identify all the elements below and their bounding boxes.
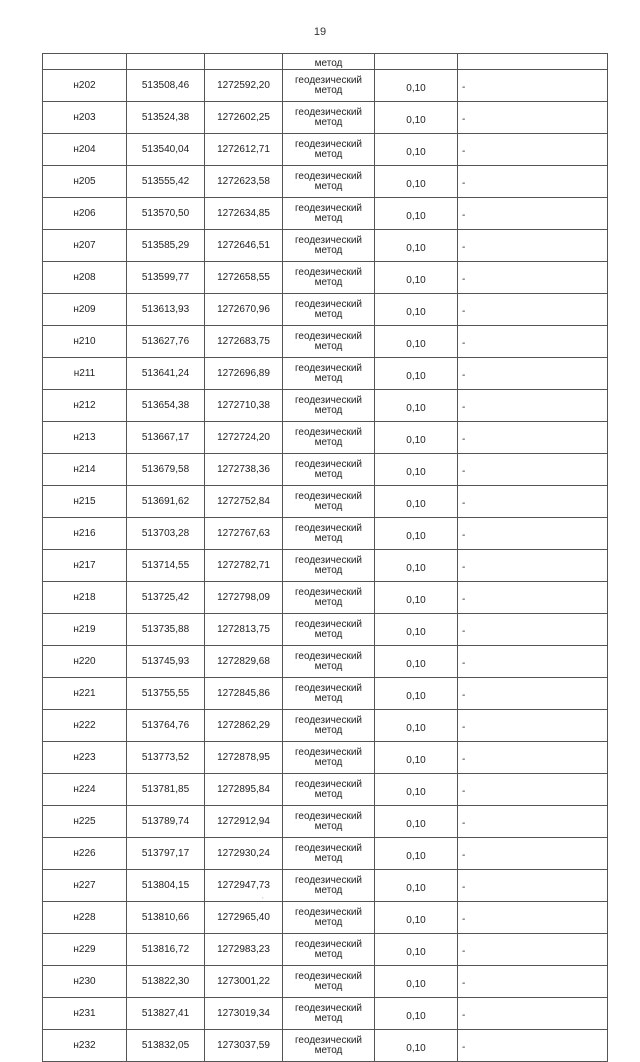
precision-cell: 0,10 xyxy=(375,134,458,166)
note-cell: - xyxy=(458,70,608,102)
note-cell: - xyxy=(458,198,608,230)
point-id-cell: н214 xyxy=(43,454,127,486)
note-cell: - xyxy=(458,518,608,550)
note-cell: - xyxy=(458,582,608,614)
table-row xyxy=(43,550,608,582)
point-id-cell: н208 xyxy=(43,262,127,294)
point-id-cell: н213 xyxy=(43,422,127,454)
y-coordinate-cell: 1272602,25 xyxy=(205,102,283,134)
method-line-2: метод xyxy=(314,628,343,640)
method-line-2: метод xyxy=(314,916,343,928)
note-cell: - xyxy=(458,998,608,1030)
table-row xyxy=(43,838,608,870)
point-id-cell: н217 xyxy=(43,550,127,582)
method-cell xyxy=(283,742,375,774)
table-row xyxy=(43,198,608,230)
method-line-1: геодезический xyxy=(295,458,362,470)
page-number: 19 xyxy=(313,26,327,38)
y-coordinate-cell: 1272845,86 xyxy=(205,678,283,710)
method-cell xyxy=(283,678,375,710)
precision-cell: 0,10 xyxy=(375,742,458,774)
continuation-precision-cell xyxy=(375,54,458,70)
y-coordinate-cell: 1272983,23 xyxy=(205,934,283,966)
method-line-2: метод xyxy=(314,468,343,480)
method-line-2: метод xyxy=(314,852,343,864)
method-cell xyxy=(283,806,375,838)
method-cell xyxy=(283,774,375,806)
method-line-1: геодезический xyxy=(295,970,362,982)
note-cell: - xyxy=(458,230,608,262)
note-cell: - xyxy=(458,870,608,902)
x-coordinate-cell: 513627,76 xyxy=(127,326,205,358)
point-id-cell: н202 xyxy=(43,70,127,102)
precision-cell: 0,10 xyxy=(375,710,458,742)
note-cell: - xyxy=(458,838,608,870)
table-row xyxy=(43,646,608,678)
precision-cell: 0,10 xyxy=(375,166,458,198)
note-cell: - xyxy=(458,710,608,742)
method-line-2: метод xyxy=(314,596,343,608)
x-coordinate-cell: 513585,29 xyxy=(127,230,205,262)
method-line-1: геодезический xyxy=(295,650,362,662)
point-id-cell: н228 xyxy=(43,902,127,934)
x-coordinate-cell: 513773,52 xyxy=(127,742,205,774)
point-id-cell: н219 xyxy=(43,614,127,646)
x-coordinate-cell: 513810,66 xyxy=(127,902,205,934)
method-line-2: метод xyxy=(314,372,343,384)
table-row xyxy=(43,102,608,134)
point-id-cell: н211 xyxy=(43,358,127,390)
method-line-2: метод xyxy=(314,756,343,768)
point-id-cell: н207 xyxy=(43,230,127,262)
x-coordinate-cell: 513667,17 xyxy=(127,422,205,454)
coordinates-table xyxy=(42,53,608,1062)
note-cell: - xyxy=(458,454,608,486)
method-line-1: геодезический xyxy=(295,266,362,278)
note-cell: - xyxy=(458,422,608,454)
table-row xyxy=(43,454,608,486)
y-coordinate-cell: 1272878,95 xyxy=(205,742,283,774)
method-line-1: геодезический xyxy=(295,330,362,342)
method-line-1: геодезический xyxy=(295,778,362,790)
method-cell xyxy=(283,198,375,230)
note-cell: - xyxy=(458,358,608,390)
method-line-2: метод xyxy=(314,1012,343,1024)
precision-cell: 0,10 xyxy=(375,998,458,1030)
y-coordinate-cell: 1272752,84 xyxy=(205,486,283,518)
method-line-1: геодезический xyxy=(295,138,362,150)
x-coordinate-cell: 513745,93 xyxy=(127,646,205,678)
method-line-1: геодезический xyxy=(295,874,362,886)
point-id-cell: н220 xyxy=(43,646,127,678)
x-coordinate-cell: 513555,42 xyxy=(127,166,205,198)
method-line-2: метод xyxy=(314,84,343,96)
precision-cell: 0,10 xyxy=(375,230,458,262)
method-cell xyxy=(283,902,375,934)
x-coordinate-cell: 513703,28 xyxy=(127,518,205,550)
method-cell xyxy=(283,582,375,614)
y-coordinate-cell: 1272930,24 xyxy=(205,838,283,870)
method-line-1: геодезический xyxy=(295,362,362,374)
method-line-1: геодезический xyxy=(295,618,362,630)
precision-cell: 0,10 xyxy=(375,550,458,582)
x-coordinate-cell: 513691,62 xyxy=(127,486,205,518)
method-cell xyxy=(283,326,375,358)
method-cell xyxy=(283,102,375,134)
method-cell xyxy=(283,358,375,390)
x-coordinate-cell: 513725,42 xyxy=(127,582,205,614)
x-coordinate-cell: 513804,15 xyxy=(127,870,205,902)
note-cell: - xyxy=(458,262,608,294)
point-id-cell: н226 xyxy=(43,838,127,870)
method-line-2: метод xyxy=(314,820,343,832)
point-id-cell: н230 xyxy=(43,966,127,998)
note-cell: - xyxy=(458,1030,608,1062)
continuation-x-cell xyxy=(127,54,205,70)
x-coordinate-cell: 513797,17 xyxy=(127,838,205,870)
method-line-1: геодезический xyxy=(295,682,362,694)
y-coordinate-cell: 1272612,71 xyxy=(205,134,283,166)
note-cell: - xyxy=(458,390,608,422)
x-coordinate-cell: 513781,85 xyxy=(127,774,205,806)
continuation-point-cell xyxy=(43,54,127,70)
method-line-1: геодезический xyxy=(295,842,362,854)
x-coordinate-cell: 513508,46 xyxy=(127,70,205,102)
precision-cell: 0,10 xyxy=(375,582,458,614)
precision-cell: 0,10 xyxy=(375,806,458,838)
precision-cell: 0,10 xyxy=(375,486,458,518)
y-coordinate-cell: 1272965,40 xyxy=(205,902,283,934)
method-line-1: геодезический xyxy=(295,170,362,182)
precision-cell: 0,10 xyxy=(375,934,458,966)
table-row xyxy=(43,774,608,806)
y-coordinate-cell: 1272862,29 xyxy=(205,710,283,742)
point-id-cell: н231 xyxy=(43,998,127,1030)
precision-cell: 0,10 xyxy=(375,774,458,806)
point-id-cell: н221 xyxy=(43,678,127,710)
method-line-2: метод xyxy=(314,180,343,192)
y-coordinate-cell: 1272646,51 xyxy=(205,230,283,262)
method-line-2: метод xyxy=(314,532,343,544)
method-line-2: метод xyxy=(314,884,343,896)
point-id-cell: н218 xyxy=(43,582,127,614)
precision-cell: 0,10 xyxy=(375,294,458,326)
table-row xyxy=(43,390,608,422)
table-row xyxy=(43,614,608,646)
x-coordinate-cell: 513764,76 xyxy=(127,710,205,742)
note-cell: - xyxy=(458,550,608,582)
table-row xyxy=(43,422,608,454)
continuation-note-cell xyxy=(458,54,608,70)
method-line-2: метод xyxy=(314,308,343,320)
method-cell xyxy=(283,390,375,422)
method-line-1: геодезический xyxy=(295,1002,362,1014)
point-id-cell: н203 xyxy=(43,102,127,134)
point-id-cell: н223 xyxy=(43,742,127,774)
method-line-1: геодезический xyxy=(295,810,362,822)
point-id-cell: н229 xyxy=(43,934,127,966)
note-cell: - xyxy=(458,326,608,358)
table-row xyxy=(43,518,608,550)
precision-cell: 0,10 xyxy=(375,838,458,870)
precision-cell: 0,10 xyxy=(375,614,458,646)
point-id-cell: н210 xyxy=(43,326,127,358)
point-id-cell: н215 xyxy=(43,486,127,518)
method-line-1: геодезический xyxy=(295,106,362,118)
method-line-1: геодезический xyxy=(295,522,362,534)
precision-cell: 0,10 xyxy=(375,518,458,550)
note-cell: - xyxy=(458,678,608,710)
x-coordinate-cell: 513827,41 xyxy=(127,998,205,1030)
method-line-1: геодезический xyxy=(295,586,362,598)
method-cell xyxy=(283,998,375,1030)
y-coordinate-cell: 1272798,09 xyxy=(205,582,283,614)
method-cell xyxy=(283,486,375,518)
method-line-2: метод xyxy=(314,980,343,992)
y-coordinate-cell: 1272658,55 xyxy=(205,262,283,294)
note-cell: - xyxy=(458,102,608,134)
method-line-2: метод xyxy=(314,660,343,672)
method-line-1: геодезический xyxy=(295,714,362,726)
method-cell xyxy=(283,614,375,646)
x-coordinate-cell: 513613,93 xyxy=(127,294,205,326)
x-coordinate-cell: 513735,88 xyxy=(127,614,205,646)
method-cell xyxy=(283,166,375,198)
x-coordinate-cell: 513755,55 xyxy=(127,678,205,710)
point-id-cell: н209 xyxy=(43,294,127,326)
table-row xyxy=(43,934,608,966)
point-id-cell: н222 xyxy=(43,710,127,742)
method-line-2: метод xyxy=(314,564,343,576)
method-line-2: метод xyxy=(314,436,343,448)
y-coordinate-cell: 1272895,84 xyxy=(205,774,283,806)
point-id-cell: н232 xyxy=(43,1030,127,1062)
x-coordinate-cell: 513789,74 xyxy=(127,806,205,838)
y-coordinate-cell: 1272634,85 xyxy=(205,198,283,230)
method-cell xyxy=(283,518,375,550)
method-cell xyxy=(283,262,375,294)
y-coordinate-cell: 1272738,36 xyxy=(205,454,283,486)
point-id-cell: н204 xyxy=(43,134,127,166)
y-coordinate-cell: 1272710,38 xyxy=(205,390,283,422)
y-coordinate-cell: 1272623,58 xyxy=(205,166,283,198)
method-line-2: метод xyxy=(314,276,343,288)
method-line-2: метод xyxy=(314,724,343,736)
continuation-method-cell: метод xyxy=(283,54,375,70)
table-row xyxy=(43,262,608,294)
table-row xyxy=(43,358,608,390)
method-line-2: метод xyxy=(314,340,343,352)
x-coordinate-cell: 513599,77 xyxy=(127,262,205,294)
method-cell xyxy=(283,294,375,326)
precision-cell: 0,10 xyxy=(375,390,458,422)
table-row xyxy=(43,582,608,614)
table-row xyxy=(43,966,608,998)
table-row xyxy=(43,902,608,934)
precision-cell: 0,10 xyxy=(375,198,458,230)
method-line-1: геодезический xyxy=(295,746,362,758)
point-id-cell: н212 xyxy=(43,390,127,422)
method-cell xyxy=(283,838,375,870)
method-line-2: метод xyxy=(314,244,343,256)
x-coordinate-cell: 513540,04 xyxy=(127,134,205,166)
table-row xyxy=(43,742,608,774)
table-row xyxy=(43,70,608,102)
method-line-1: геодезический xyxy=(295,906,362,918)
method-line-1: геодезический xyxy=(295,1034,362,1046)
y-coordinate-cell: 1272767,63 xyxy=(205,518,283,550)
note-cell: - xyxy=(458,742,608,774)
method-line-1: геодезический xyxy=(295,234,362,246)
x-coordinate-cell: 513832,05 xyxy=(127,1030,205,1062)
x-coordinate-cell: 513641,24 xyxy=(127,358,205,390)
precision-cell: 0,10 xyxy=(375,358,458,390)
table-row xyxy=(43,134,608,166)
precision-cell: 0,10 xyxy=(375,646,458,678)
note-cell: - xyxy=(458,902,608,934)
y-coordinate-cell: 1272782,71 xyxy=(205,550,283,582)
method-cell xyxy=(283,1030,375,1062)
precision-cell: 0,10 xyxy=(375,902,458,934)
table-row xyxy=(43,806,608,838)
note-cell: - xyxy=(458,134,608,166)
precision-cell: 0,10 xyxy=(375,1030,458,1062)
method-line-1: геодезический xyxy=(295,490,362,502)
method-cell xyxy=(283,70,375,102)
y-coordinate-cell: 1272592,20 xyxy=(205,70,283,102)
method-line-2: метод xyxy=(314,788,343,800)
point-id-cell: н206 xyxy=(43,198,127,230)
method-line-1: геодезический xyxy=(295,938,362,950)
table-row xyxy=(43,294,608,326)
method-cell xyxy=(283,870,375,902)
x-coordinate-cell: 513714,55 xyxy=(127,550,205,582)
method-cell xyxy=(283,134,375,166)
table-row xyxy=(43,230,608,262)
method-cell xyxy=(283,422,375,454)
method-line-1: геодезический xyxy=(295,554,362,566)
precision-cell: 0,10 xyxy=(375,870,458,902)
method-line-2: метод xyxy=(314,1044,343,1056)
method-line-2: метод xyxy=(314,116,343,128)
method-cell xyxy=(283,230,375,262)
y-coordinate-cell: 1272670,96 xyxy=(205,294,283,326)
note-cell: - xyxy=(458,806,608,838)
point-id-cell: н227 xyxy=(43,870,127,902)
table-row xyxy=(43,678,608,710)
method-line-2: метод xyxy=(314,212,343,224)
note-cell: - xyxy=(458,486,608,518)
method-line-2: метод xyxy=(314,500,343,512)
precision-cell: 0,10 xyxy=(375,678,458,710)
method-cell xyxy=(283,454,375,486)
table-row xyxy=(43,486,608,518)
x-coordinate-cell: 513822,30 xyxy=(127,966,205,998)
scan-speck: ˎ xyxy=(262,893,264,899)
method-cell xyxy=(283,646,375,678)
y-coordinate-cell: 1272829,68 xyxy=(205,646,283,678)
note-cell: - xyxy=(458,934,608,966)
table-row xyxy=(43,998,608,1030)
note-cell: - xyxy=(458,774,608,806)
precision-cell: 0,10 xyxy=(375,326,458,358)
precision-cell: 0,10 xyxy=(375,966,458,998)
method-cell xyxy=(283,934,375,966)
table-row xyxy=(43,166,608,198)
point-id-cell: н205 xyxy=(43,166,127,198)
y-coordinate-cell: 1272912,94 xyxy=(205,806,283,838)
x-coordinate-cell: 513570,50 xyxy=(127,198,205,230)
method-line-1: геодезический xyxy=(295,74,362,86)
y-coordinate-cell: 1273019,34 xyxy=(205,998,283,1030)
y-coordinate-cell: 1273037,59 xyxy=(205,1030,283,1062)
note-cell: - xyxy=(458,166,608,198)
table-row xyxy=(43,1030,608,1062)
point-id-cell: н216 xyxy=(43,518,127,550)
precision-cell: 0,10 xyxy=(375,454,458,486)
y-coordinate-cell: 1272724,20 xyxy=(205,422,283,454)
table-row xyxy=(43,710,608,742)
continuation-y-cell xyxy=(205,54,283,70)
note-cell: - xyxy=(458,966,608,998)
method-cell xyxy=(283,966,375,998)
y-coordinate-cell: 1272683,75 xyxy=(205,326,283,358)
precision-cell: 0,10 xyxy=(375,422,458,454)
x-coordinate-cell: 513679,58 xyxy=(127,454,205,486)
continuation-row xyxy=(43,54,608,70)
y-coordinate-cell: 1272813,75 xyxy=(205,614,283,646)
note-cell: - xyxy=(458,294,608,326)
point-id-cell: н224 xyxy=(43,774,127,806)
coordinates-table-body xyxy=(43,54,608,1062)
note-cell: - xyxy=(458,614,608,646)
method-line-2: метод xyxy=(314,404,343,416)
method-line-1: геодезический xyxy=(295,298,362,310)
method-cell xyxy=(283,710,375,742)
y-coordinate-cell: 1272696,89 xyxy=(205,358,283,390)
y-coordinate-cell: 1273001,22 xyxy=(205,966,283,998)
method-line-1: геодезический xyxy=(295,202,362,214)
method-line-1: геодезический xyxy=(295,426,362,438)
method-line-1: геодезический xyxy=(295,394,362,406)
table-row xyxy=(43,870,608,902)
method-line-2: метод xyxy=(314,692,343,704)
precision-cell: 0,10 xyxy=(375,70,458,102)
table-row xyxy=(43,326,608,358)
point-id-cell: н225 xyxy=(43,806,127,838)
note-cell: - xyxy=(458,646,608,678)
x-coordinate-cell: 513524,38 xyxy=(127,102,205,134)
method-line-2: метод xyxy=(314,148,343,160)
precision-cell: 0,10 xyxy=(375,262,458,294)
y-coordinate-cell: 1272947,73 xyxy=(205,870,283,902)
method-cell xyxy=(283,550,375,582)
precision-cell: 0,10 xyxy=(375,102,458,134)
x-coordinate-cell: 513816,72 xyxy=(127,934,205,966)
x-coordinate-cell: 513654,38 xyxy=(127,390,205,422)
method-line-2: метод xyxy=(314,948,343,960)
